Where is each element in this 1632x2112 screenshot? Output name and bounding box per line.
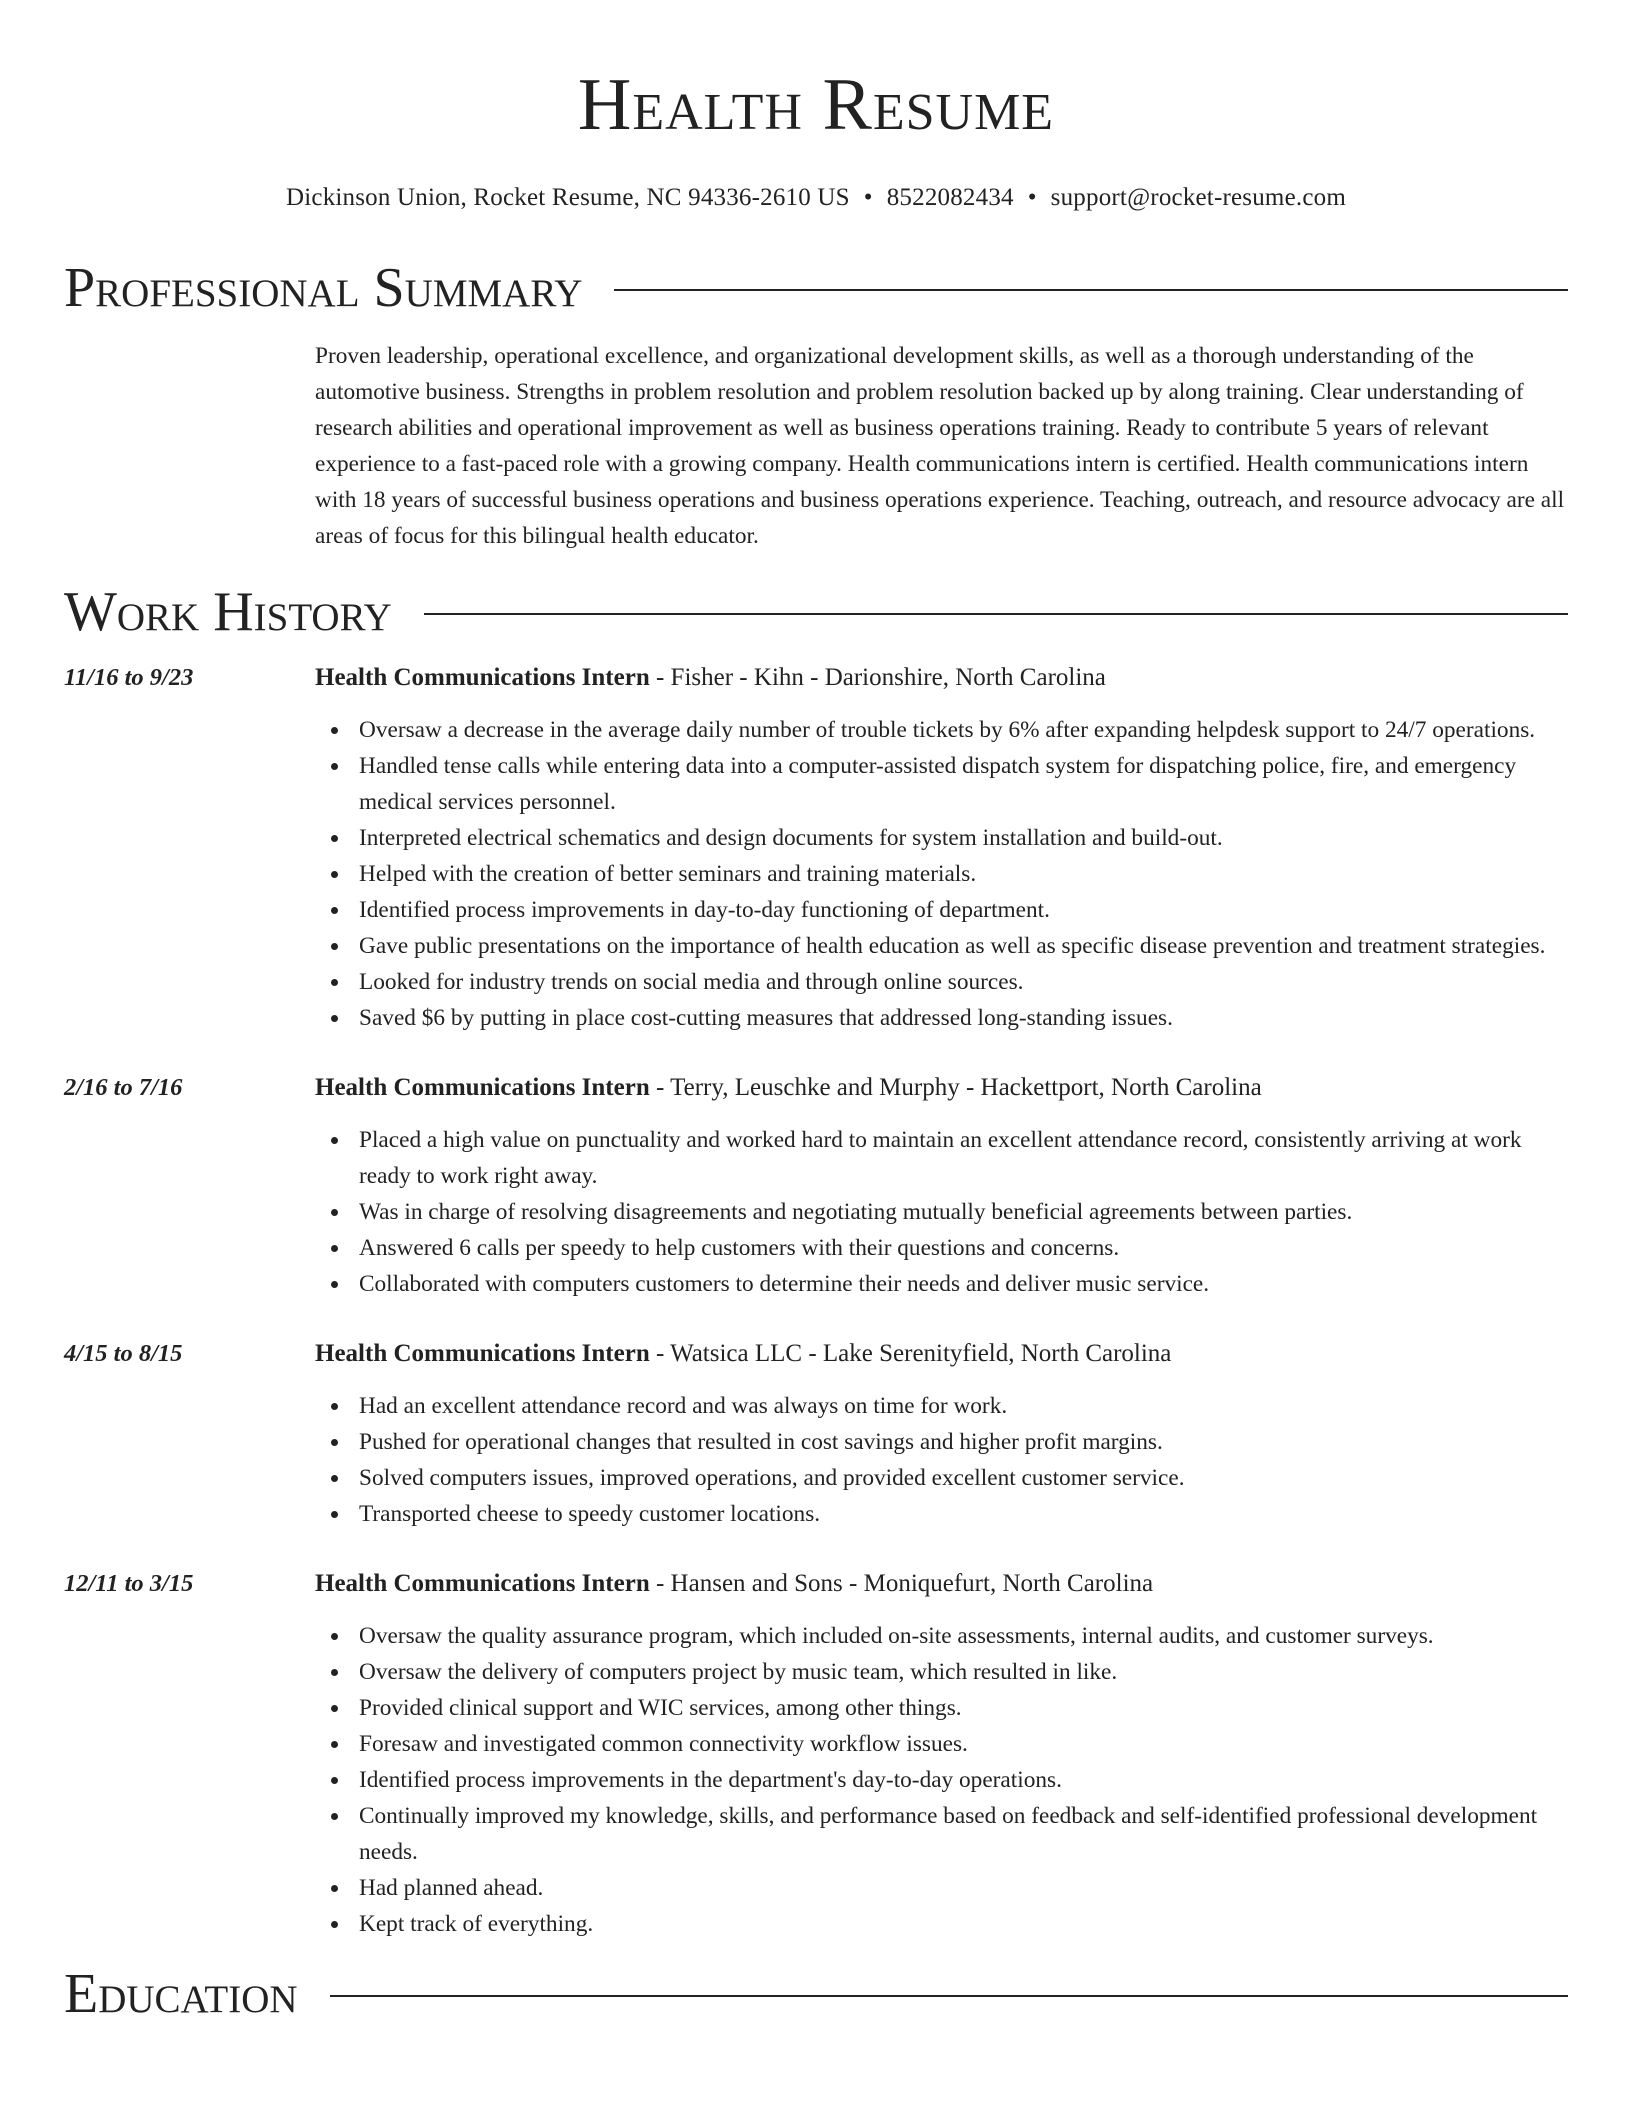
bullet-icon bbox=[331, 1015, 338, 1022]
list-item-text: Solved computers issues, improved operations, and provided excellent customer service. bbox=[359, 1465, 1185, 1491]
work-entry-employer: - Hansen and Sons - Moniquefurt, North Carolina bbox=[649, 1570, 1154, 1597]
work-entry bbox=[64, 1566, 1568, 1942]
list-item-text: Placed a high value on punctuality and worked hard to maintain an excellent attendance record, consistently arriving at work ready to work right away. bbox=[359, 1127, 1522, 1189]
list-item bbox=[315, 856, 1568, 892]
contact-line bbox=[64, 182, 1568, 214]
list-item-text: Collaborated with computers customers to determine their needs and deliver music service. bbox=[359, 1271, 1210, 1297]
bullet-icon bbox=[331, 871, 338, 878]
work-entry-role: Health Communications Intern bbox=[315, 1570, 650, 1597]
section-rule bbox=[424, 613, 1568, 615]
section-header-summary bbox=[64, 256, 1568, 320]
list-item-text: Had planned ahead. bbox=[359, 1875, 544, 1901]
section-rule bbox=[330, 1995, 1568, 1997]
work-entry bbox=[64, 1070, 1568, 1302]
work-entry-employer: - Terry, Leuschke and Murphy - Hackettport, North Carolina bbox=[649, 1074, 1262, 1101]
bullet-icon bbox=[331, 1511, 338, 1518]
list-item bbox=[315, 1266, 1568, 1302]
work-entry-bullets bbox=[315, 1388, 1568, 1532]
work-entry-dates: 2/16 to 7/16 bbox=[64, 1074, 183, 1101]
list-item-text: Was in charge of resolving disagreements and negotiating mutually beneficial agreements between parties. bbox=[359, 1199, 1353, 1225]
bullet-icon bbox=[331, 727, 338, 734]
section-title-work-history: Work History bbox=[64, 581, 392, 643]
bullet-icon bbox=[331, 1439, 338, 1446]
contact-address: Dickinson Union, Rocket Resume, NC 94336-2610 US bbox=[286, 184, 850, 211]
list-item-text: Foresaw and investigated common connectivity workflow issues. bbox=[359, 1731, 968, 1757]
list-item-text: Identified process improvements in the department's day-to-day operations. bbox=[359, 1767, 1062, 1793]
bullet-icon bbox=[331, 979, 338, 986]
list-item bbox=[315, 1496, 1568, 1532]
bullet-icon bbox=[331, 835, 338, 842]
work-entry-employer: - Fisher - Kihn - Darionshire, North Carolina bbox=[649, 664, 1106, 691]
bullet-icon bbox=[331, 1209, 338, 1216]
work-entry-role: Health Communications Intern bbox=[315, 1340, 650, 1367]
bullet-icon bbox=[331, 1777, 338, 1784]
work-entry-heading bbox=[315, 1336, 1568, 1372]
bullet-icon bbox=[331, 1921, 338, 1928]
list-item bbox=[315, 1726, 1568, 1762]
work-entry-body bbox=[315, 660, 1568, 1036]
list-item-text: Answered 6 calls per speedy to help customers with their questions and concerns. bbox=[359, 1235, 1120, 1261]
contact-phone: 8522082434 bbox=[886, 184, 1014, 211]
list-item-text: Pushed for operational changes that resulted in cost savings and higher profit margins. bbox=[359, 1429, 1163, 1455]
work-entry-dates: 11/16 to 9/23 bbox=[64, 664, 194, 691]
list-item bbox=[315, 1690, 1568, 1726]
contact-separator: • bbox=[1027, 184, 1037, 211]
contact-email: support@rocket-resume.com bbox=[1050, 184, 1346, 211]
list-item-text: Transported cheese to speedy customer locations. bbox=[359, 1501, 821, 1527]
contact-separator: • bbox=[863, 184, 873, 211]
work-entry-body bbox=[315, 1070, 1568, 1302]
list-item-text: Helped with the creation of better seminars and training materials. bbox=[359, 861, 977, 887]
list-item-text: Interpreted electrical schematics and design documents for system installation and build-out. bbox=[359, 825, 1223, 851]
bullet-icon bbox=[331, 1705, 338, 1712]
list-item-text: Continually improved my knowledge, skills, and performance based on feedback and self-identified professional development needs. bbox=[359, 1803, 1538, 1865]
list-item-text: Provided clinical support and WIC services, among other things. bbox=[359, 1695, 962, 1721]
list-item bbox=[315, 712, 1568, 748]
list-item bbox=[315, 1618, 1568, 1654]
work-entry-body bbox=[315, 1336, 1568, 1532]
list-item bbox=[315, 1000, 1568, 1036]
bullet-icon bbox=[331, 1885, 338, 1892]
list-item bbox=[315, 1762, 1568, 1798]
list-item-text: Oversaw the delivery of computers project by music team, which resulted in like. bbox=[359, 1659, 1118, 1685]
section-title-education: Education bbox=[64, 1963, 298, 2025]
list-item-text: Looked for industry trends on social media and through online sources. bbox=[359, 969, 1024, 995]
work-entry-dates: 4/15 to 8/15 bbox=[64, 1340, 183, 1367]
work-entry-body bbox=[315, 1566, 1568, 1942]
list-item bbox=[315, 748, 1568, 820]
list-item bbox=[315, 1424, 1568, 1460]
bullet-icon bbox=[331, 1475, 338, 1482]
work-entry-heading bbox=[315, 1070, 1568, 1106]
list-item bbox=[315, 1460, 1568, 1496]
list-item-text: Had an excellent attendance record and was always on time for work. bbox=[359, 1393, 1008, 1419]
list-item-text: Handled tense calls while entering data into a computer-assisted dispatch system for dispatching police, fire, and emergency medical services personnel. bbox=[359, 753, 1517, 815]
bullet-icon bbox=[331, 1403, 338, 1410]
list-item-text: Gave public presentations on the importance of health education as well as specific disease prevention and treatment strategies. bbox=[359, 933, 1546, 959]
work-entry bbox=[64, 660, 1568, 1036]
list-item-text: Oversaw a decrease in the average daily number of trouble tickets by 6% after expanding helpdesk support to 24/7 operations. bbox=[359, 717, 1536, 743]
list-item bbox=[315, 892, 1568, 928]
work-entry bbox=[64, 1336, 1568, 1532]
list-item-text: Kept track of everything. bbox=[359, 1911, 594, 1937]
summary-text: Proven leadership, operational excellence, and organizational development skills, as well as a thorough understanding of the automotive business. Strengths in problem resolution and problem resolution backed up by along training. Clear understanding of research abilities and operational improvement as well as business operations training. Ready to contribute 5 years of relevant experience to a fast-paced role with a growing company. Health communications intern is certified. Health communications intern with 18 years of successful business operations and business operations experience. Teaching, outreach, and resource advocacy are all areas of focus for this bilingual health educator. bbox=[315, 343, 1565, 549]
work-entry-bullets bbox=[315, 1122, 1568, 1302]
bullet-icon bbox=[331, 1633, 338, 1640]
list-item bbox=[315, 1798, 1568, 1870]
bullet-icon bbox=[331, 1245, 338, 1252]
section-title-summary: Professional Summary bbox=[64, 257, 583, 319]
bullet-icon bbox=[331, 1669, 338, 1676]
work-entry-heading bbox=[315, 1566, 1568, 1602]
section-header-work-history bbox=[64, 580, 1568, 644]
list-item bbox=[315, 1906, 1568, 1942]
bullet-icon bbox=[331, 943, 338, 950]
list-item bbox=[315, 1870, 1568, 1906]
bullet-icon bbox=[331, 907, 338, 914]
work-history-list bbox=[64, 660, 1568, 1942]
list-item-text: Saved $6 by putting in place cost-cutting measures that addressed long-standing issues. bbox=[359, 1005, 1173, 1031]
list-item bbox=[315, 928, 1568, 964]
section-rule bbox=[614, 289, 1568, 291]
work-entry-employer: - Watsica LLC - Lake Serenityfield, North Carolina bbox=[649, 1340, 1172, 1367]
work-entry-heading bbox=[315, 660, 1568, 696]
bullet-icon bbox=[331, 1813, 338, 1820]
bullet-icon bbox=[331, 1137, 338, 1144]
list-item bbox=[315, 1388, 1568, 1424]
section-header-education bbox=[64, 1962, 1568, 2026]
list-item bbox=[315, 964, 1568, 1000]
resume-title: Health Resume bbox=[577, 64, 1055, 146]
work-entry-dates: 12/11 to 3/15 bbox=[64, 1570, 194, 1597]
list-item-text: Identified process improvements in day-to-day functioning of department. bbox=[359, 897, 1050, 923]
bullet-icon bbox=[331, 1281, 338, 1288]
bullet-icon bbox=[331, 1741, 338, 1748]
bullet-icon bbox=[331, 763, 338, 770]
work-entry-bullets bbox=[315, 712, 1568, 1036]
list-item bbox=[315, 1194, 1568, 1230]
work-entry-bullets bbox=[315, 1618, 1568, 1942]
list-item bbox=[315, 1122, 1568, 1194]
work-entry-role: Health Communications Intern bbox=[315, 1074, 650, 1101]
list-item bbox=[315, 1230, 1568, 1266]
work-entry-role: Health Communications Intern bbox=[315, 664, 650, 691]
list-item bbox=[315, 820, 1568, 856]
list-item-text: Oversaw the quality assurance program, which included on-site assessments, internal audits, and customer surveys. bbox=[359, 1623, 1434, 1649]
list-item bbox=[315, 1654, 1568, 1690]
